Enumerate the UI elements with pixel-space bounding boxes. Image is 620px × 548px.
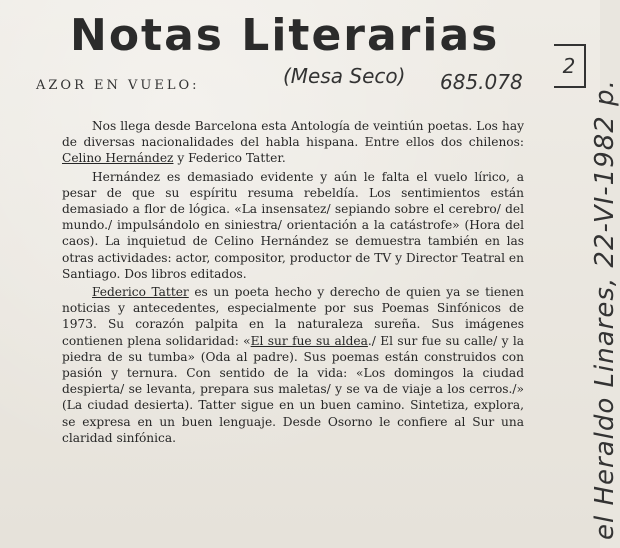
- article-body: [62, 118, 524, 448]
- handwritten-source-note: (Mesa Seco): [283, 64, 406, 88]
- paragraph-text: Nos llega desde Barcelona esta Antología de veintiún poetas. Los hay de diversas nacionalidades del habla hispana. Entre ellos dos chilenos:: [62, 119, 524, 150]
- paragraph-text: ./ El sur fue su calle/ y la piedra de su tumba» (Oda al padre). Sus poemas están construidos con pasión y ternura. Con sentido de la vida: «Los domingos la ciudad despierta/ se levanta, prepara sus maletas/ y se va de viaje a los cerros./» (La ciudad desierta). Tatter sigue en un buen camino. Sintetiza, explora, se expresa en un buen lenguaje. Desde Osorno le confiere al Sur una claridad sinfónica.: [62, 333, 525, 445]
- paragraph-text: es un poeta hecho y derecho de quien ya se tienen noticias y antecedentes, especialmente por sus Poemas Sinfónicos de 1973. Su corazón palpita en la naturaleza sureña. Sus imágenes contienen plena solidaridad: «: [62, 285, 524, 348]
- poet-name-underlined: Celino Hernández: [62, 151, 174, 166]
- paragraph-text: y Federico Tatter.: [173, 151, 286, 166]
- article-paragraph: Hernández es demasiado evidente y aún le falta el vuelo lírico, a pesar de que su espíritu resuma rebeldía. Los sentimientos están demasiado a flor de lógica. «La insensatez/ sepiando sobre el cerebro/ del mundo./ impulsándolo en siniestra/ orientación a la catástrofe» (Hora del caos). La inquietud de Celino Hernández se demuestra también en las otras actividades: actor, compositor, productor de TV y Director Teatral en Santiago. Dos libros editados.: [62, 169, 524, 281]
- handwritten-catalog-number: 685.078: [440, 70, 523, 94]
- section-heading: AZOR EN VUELO:: [36, 78, 200, 93]
- article-paragraph: [62, 118, 524, 167]
- article-paragraph: [62, 284, 524, 446]
- headline-title: Notas Literarias: [70, 10, 500, 61]
- handwritten-vertical-citation: el Heraldo Linares, 22-VI-1982 p.: [590, 79, 620, 540]
- poet-name-underlined: Federico Tatter: [92, 285, 189, 300]
- handwritten-folio-number: 2: [554, 44, 586, 88]
- quote-underlined: El sur fue su aldea: [250, 333, 368, 348]
